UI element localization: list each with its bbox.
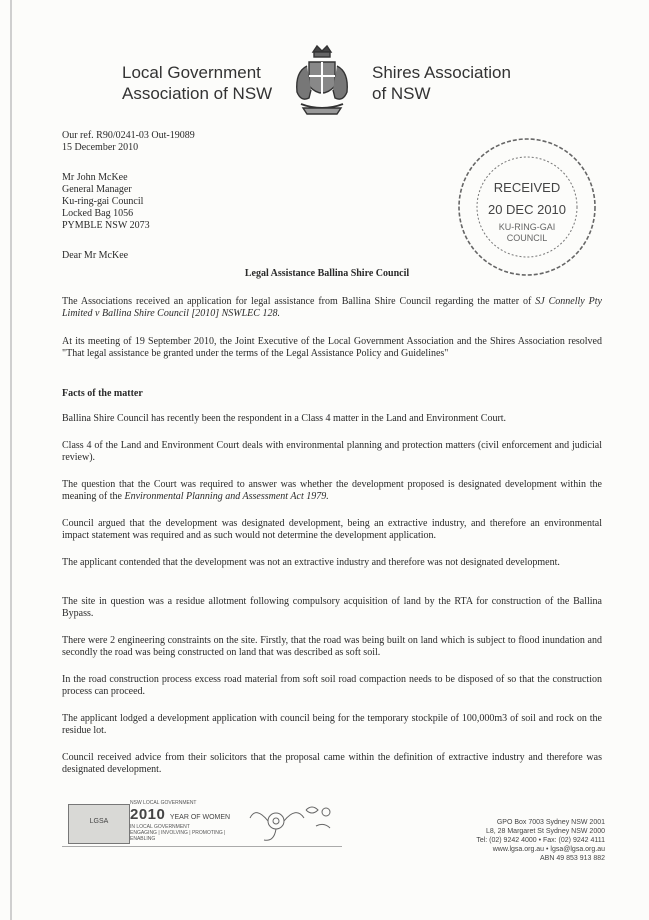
paragraph-5 xyxy=(62,479,602,503)
header-right-line1: Shires Association xyxy=(372,63,511,82)
reference-block xyxy=(62,130,195,154)
header-left xyxy=(122,62,272,104)
floral-decoration-icon xyxy=(246,796,346,846)
footer-address2: L8, 28 Margaret St Sydney NSW 2000 xyxy=(485,828,605,835)
yow-sub: IN LOCAL GOVERNMENT xyxy=(130,824,190,830)
paragraph-4: Class 4 of the Land and Environment Court deals with environmental planning and protection matters (civil enforcement and judicial review). xyxy=(62,440,602,463)
stamp-received: RECEIVED xyxy=(493,180,561,195)
recipient-box: Locked Bag 1056 xyxy=(62,208,134,219)
coat-of-arms-icon xyxy=(287,42,357,124)
footer-phone: Tel: (02) 9242 4000 • Fax: (02) 9242 4111 xyxy=(476,837,605,844)
paragraph-10: In the road construction process excess road material from soft soil road compaction needs to be disposed of so that the construction process can proceed. xyxy=(62,674,602,697)
footer-abn: ABN 49 853 913 882 xyxy=(540,855,605,862)
paragraph-8: The site in question was a residue allotment following compulsory acquisition of land by the RTA for construction of the Ballina Bypass. xyxy=(62,596,602,619)
paragraph-5-text: The question that the Court was required to answer was whether the development proposed is designated development within the meaning of the xyxy=(62,479,602,502)
paragraph-9: There were 2 engineering constraints on the site. Firstly, that the road was being built on land which is subject to flood inundation and secondly the road was being constructed on land that was described as soft soil. xyxy=(62,635,602,658)
paragraph-3: Ballina Shire Council has recently been the respondent in a Class 4 matter in the Land and Environment Court. xyxy=(62,413,507,424)
stamp-date: 20 DEC 2010 xyxy=(487,202,567,217)
letter-date: 15 December 2010 xyxy=(62,142,139,153)
header-right-line2: of NSW xyxy=(372,84,431,103)
scan-edge xyxy=(10,0,12,920)
stamp-line1: KU-RING-GAI xyxy=(498,222,556,232)
footer-rule xyxy=(62,846,342,847)
our-ref: Our ref. R90/0241-03 Out-19089 xyxy=(62,130,195,141)
salutation: Dear Mr McKee xyxy=(62,250,129,261)
footer-web: www.lgsa.org.au • lgsa@lgsa.org.au xyxy=(492,846,605,853)
footer-address xyxy=(476,818,605,863)
header-left-line1: Local Government xyxy=(122,63,261,82)
lgsa-logo-text: LGSA xyxy=(89,818,109,825)
recipient-address xyxy=(62,172,150,232)
paragraph-2: At its meeting of 19 September 2010, the Joint Executive of the Local Government Association and the Shires Association resolved "That legal assistance be granted under the terms of the Legal Assistance Policy and Guidelines" xyxy=(62,336,602,359)
recipient-org: Ku-ring-gai Council xyxy=(62,196,144,207)
yow-text: YEAR OF WOMEN xyxy=(169,814,231,821)
paragraph-12: Council received advice from their solicitors that the proposal came within the definition of extractive industry and therefore was designated development. xyxy=(62,752,602,775)
paragraph-6: Council argued that the development was designated development, being an extractive industry, and therefore an environmental impact statement was required and as such would not determine the development application. xyxy=(62,518,602,541)
paragraph-1-text: The Associations received an application for legal assistance from Ballina Shire Council regarding the matter of xyxy=(62,296,536,307)
case-citation: SJ Connelly Pty Limited v Ballina Shire Council [2010] NSWLEC 128. xyxy=(62,296,602,319)
heading-facts: Facts of the matter xyxy=(62,388,143,399)
footer-address1: GPO Box 7003 Sydney NSW 2001 xyxy=(496,819,605,826)
yow-bottom: ENGAGING | INVOLVING | PROMOTING | ENABLING xyxy=(130,830,226,842)
letter-title: Legal Assistance Ballina Shire Council xyxy=(244,268,410,279)
recipient-name: Mr John McKee xyxy=(62,172,128,183)
yow-top: NSW LOCAL GOVERNMENT xyxy=(130,800,197,806)
paragraph-7: The applicant contended that the development was not an extractive industry and therefore was not designated development. xyxy=(62,557,560,568)
yow-year: 2010 xyxy=(130,806,166,823)
received-stamp xyxy=(452,132,602,282)
header-right xyxy=(372,62,511,104)
year-of-women-logo xyxy=(130,800,242,844)
lgsa-logo xyxy=(68,804,130,844)
paragraph-11: The applicant lodged a development application with council being for the temporary stockpile of 100,000m3 of soil and rock on the residue lot. xyxy=(62,713,602,736)
act-citation: Environmental Planning and Assessment Act 1979. xyxy=(124,491,329,502)
stamp-line2: COUNCIL xyxy=(506,233,548,243)
header-left-line2: Association of NSW xyxy=(122,84,273,103)
recipient-city: PYMBLE NSW 2073 xyxy=(62,220,150,231)
recipient-title: General Manager xyxy=(62,184,132,195)
paragraph-1 xyxy=(62,296,602,320)
